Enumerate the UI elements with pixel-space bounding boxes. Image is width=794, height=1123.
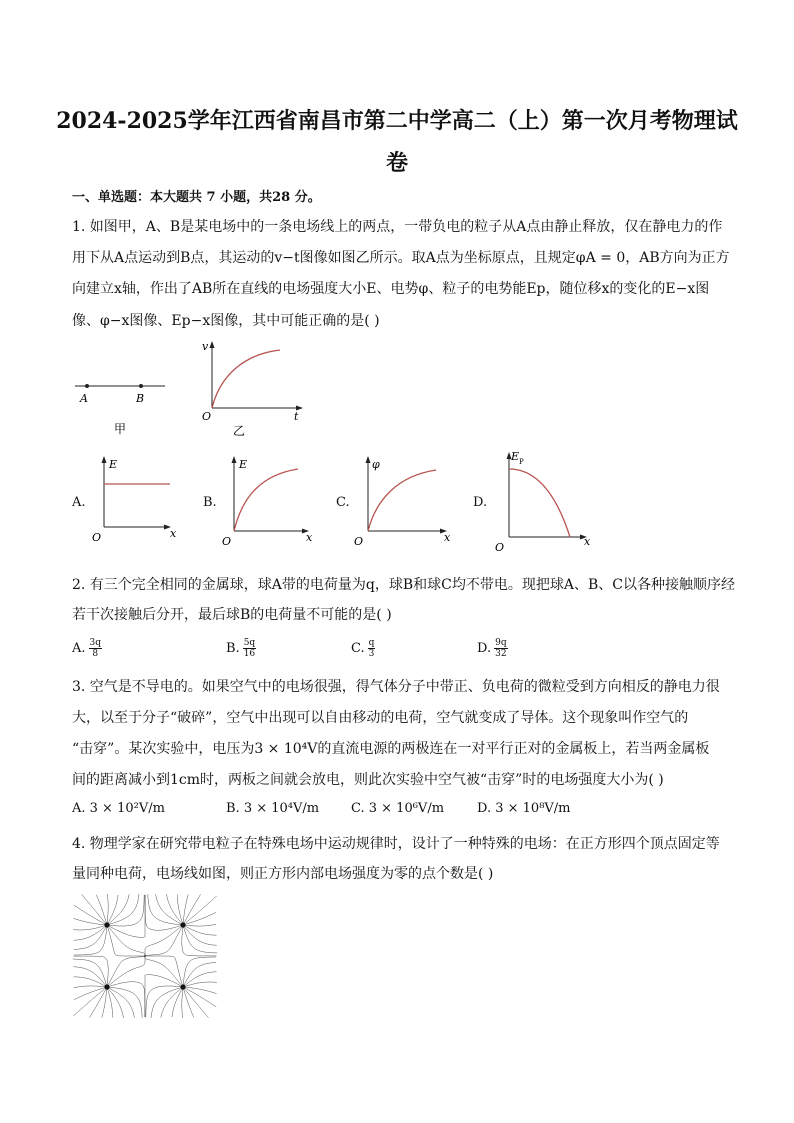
point-charge-1 [104,922,109,927]
question-1-line-4: 像、φ−x图像、Ep−x图像，其中可能正确的是( ) [72,313,380,329]
svg-text:P: P [519,458,524,466]
label-b: B [136,392,145,405]
field-line [145,927,182,957]
point-charge-3 [104,984,109,989]
svg-text:E: E [511,450,520,463]
q3-option-a: A. 3 × 10²V/m [72,801,165,816]
field-line [74,956,109,984]
q1-option-c-label: C. [336,495,350,510]
field-line [183,957,216,985]
q3-option-c: C. 3 × 10⁶V/m [351,801,445,816]
point-charge-2 [180,922,185,927]
axis-v: v [202,340,209,353]
field-line [73,918,104,925]
field-line [74,927,106,941]
figure-yi [200,340,310,440]
axis-t: t [294,410,299,423]
field-line [109,894,139,924]
q2-option-b: B. $\frac{5q}{16}$ [226,638,256,659]
q2-option-c: C. $\frac{q}{3}$ [351,638,375,659]
q2-option-d: D. $\frac{9q}{32}$ [477,638,507,659]
field-line [156,894,181,924]
q1-option-d-graph [492,447,597,552]
field-line [108,895,118,923]
field-line [185,926,216,935]
question-3-line-4: 间的距离减小到1cm时，两板之间就会放电，则此次实验中空气被“击穿”时的电场强度大小为( ) [72,772,664,788]
q3-option-d: D. 3 × 10⁸V/m [477,801,571,816]
question-2-line-2: 若干次接触后分开，最后球B的电荷量不可能的是( ) [72,607,392,623]
q1-option-b-label: B. [203,495,217,510]
point-charge-4 [180,984,185,989]
svg-text:x: x [306,531,313,544]
question-4-line-1: 4. 物理学家在研究带电粒子在特殊电场中运动规律时，设计了一种特殊的电场：在正方形四个顶点固定等 [72,836,720,852]
page-title-continued: 卷 [385,150,408,176]
question-3-line-2: 大，以至于分子“破碎”，空气中出现可以自由移动的电荷，空气就变成了导体。这个现象叫作空气的 [72,710,689,726]
caption-yi: 乙 [233,424,246,438]
svg-text:O: O [495,541,505,554]
field-line [184,989,194,1017]
question-1-line-3: 向建立x轴，作出了AB所在直线的电场强度大小E、电势φ、粒子的电势能Ep，随位移x的变化的E−x图 [72,281,710,297]
field-line [74,905,105,924]
field-line [73,926,104,930]
field-line [102,990,107,1018]
field-line [182,928,217,956]
svg-text:x: x [584,535,591,548]
svg-text:O: O [222,535,232,548]
field-line [109,982,144,1018]
field-line [110,895,145,926]
label-a: A [80,392,88,405]
svg-text:E: E [109,458,118,471]
svg-text:O: O [354,535,364,548]
field-line [74,988,105,1000]
field-line [74,986,105,988]
field-line [182,990,183,1019]
field-line [109,989,124,1018]
field-line [96,895,106,923]
field-line [172,989,182,1017]
field-line [185,988,216,1007]
field-line [151,988,181,1018]
question-3-line-1: 3. 空气是不导电的。如果空气中的电场很强，得气体分子中带正、负电荷的微粒受到方向相反的静电力很 [72,679,720,695]
field-line [109,988,134,1018]
field-line [186,924,217,926]
field-line [108,956,145,985]
svg-text:O: O [92,531,102,544]
field-line [186,987,217,994]
field-line [107,894,108,923]
field-line [109,955,145,985]
q1-option-d-label: D. [473,495,488,510]
svg-text:x: x [444,531,451,544]
field-line [184,963,216,985]
q1-option-c-graph [352,453,457,548]
q3-option-b: B. 3 × 10⁴V/m [226,801,320,816]
field-line [109,894,129,923]
caption-jia: 甲 [114,422,127,436]
field-line [185,912,216,924]
field-line [184,927,217,953]
field-line [177,895,182,923]
svg-text:φ: φ [372,458,380,471]
field-line [74,928,107,956]
field-line [167,894,182,923]
field-line [110,987,143,1018]
svg-text:E: E [239,458,248,471]
field-line [145,927,182,956]
question-1-line-2: 用下从A点运动到B点，其运动的v−t图像如图乙所示。取A点为坐标原点，且规定φA = 0，AB方向为正方 [72,250,730,266]
field-line [148,894,181,925]
q1-option-a-graph [90,453,180,548]
field-lines-figure [74,895,216,1017]
question-2-line-1: 2. 有三个完全相同的金属球，球A带的电荷量为q，球B和球C均不带电。现把球A、B、C以各种接触顺序经 [72,577,735,593]
field-line [161,989,181,1018]
svg-text:x: x [170,527,177,540]
field-line [108,989,113,1017]
field-line [74,927,106,949]
field-line [183,894,188,922]
field-line [145,895,181,931]
field-line [146,986,181,1017]
origin: O [202,410,212,423]
question-3-line-3: “击穿”。某次实验中，电压为3 × 10⁴V的直流电源的两极连在一对平行正对的金属板上，若当两金属板 [72,741,710,757]
question-1-line-1: 1. 如图甲，A、B是某电场中的一条电场线上的两点，一带负电的粒子从A点由静止释放，仅在静电力的作 [72,219,723,235]
field-line [185,972,217,986]
q2-option-a: A. $\frac{3q}{8}$ [72,638,102,659]
q1-option-b-graph [220,453,320,548]
page-title: 2024-2025学年江西省南昌市第二中学高二（上）第一次月考物理试 [56,108,738,134]
field-line [74,977,105,986]
field-line [184,894,201,923]
q1-option-a-label: A. [72,495,86,510]
section-header: 一、单选题：本大题共 7 小题，共28 分。 [72,190,321,205]
figure-jia [75,375,170,440]
field-line [73,959,106,985]
question-4-line-2: 量同种电荷，电场线如图，则正方形内部电场强度为零的点个数是( ) [72,866,494,882]
field-line [89,989,106,1018]
field-line [185,982,216,986]
